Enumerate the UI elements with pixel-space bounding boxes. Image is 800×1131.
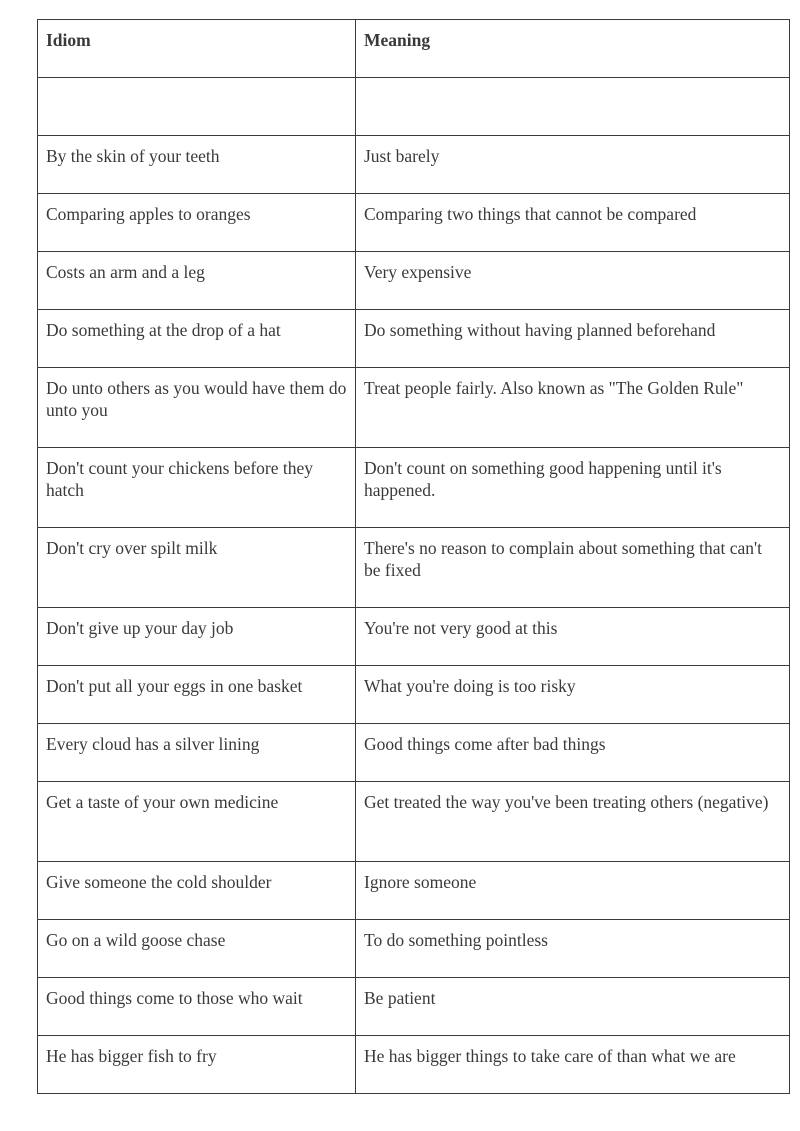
table-row: [38, 528, 790, 608]
idiom-cell: Every cloud has a silver lining: [38, 724, 356, 782]
idiom-cell: Don't count your chickens before they hatch: [38, 448, 356, 528]
meaning-cell: What you're doing is too risky: [356, 666, 790, 724]
table-row: [38, 1036, 790, 1094]
column-header-meaning: Meaning: [356, 20, 790, 78]
idiom-cell: Give someone the cold shoulder: [38, 862, 356, 920]
meaning-cell: Be patient: [356, 978, 790, 1036]
table-row: [38, 78, 790, 136]
meaning-cell: Good things come after bad things: [356, 724, 790, 782]
table-row: [38, 368, 790, 448]
meaning-cell: You're not very good at this: [356, 608, 790, 666]
meaning-cell: He has bigger things to take care of than what we are: [356, 1036, 790, 1094]
idiom-cell: Don't give up your day job: [38, 608, 356, 666]
meaning-cell: Do something without having planned beforehand: [356, 310, 790, 368]
idiom-cell: Comparing apples to oranges: [38, 194, 356, 252]
idiom-cell: Don't put all your eggs in one basket: [38, 666, 356, 724]
table-row: [38, 448, 790, 528]
table-row: [38, 724, 790, 782]
meaning-cell: [356, 78, 790, 136]
meaning-cell: Treat people fairly. Also known as "The Golden Rule": [356, 368, 790, 448]
idiom-cell: Don't cry over spilt milk: [38, 528, 356, 608]
meaning-cell: Comparing two things that cannot be compared: [356, 194, 790, 252]
column-header-idiom: Idiom: [38, 20, 356, 78]
table-row: [38, 608, 790, 666]
meaning-cell: To do something pointless: [356, 920, 790, 978]
table-row: [38, 978, 790, 1036]
idiom-cell: He has bigger fish to fry: [38, 1036, 356, 1094]
idiom-cell: Go on a wild goose chase: [38, 920, 356, 978]
idiom-cell: Costs an arm and a leg: [38, 252, 356, 310]
table-row: [38, 136, 790, 194]
idiom-cell: Do unto others as you would have them do unto you: [38, 368, 356, 448]
meaning-cell: Just barely: [356, 136, 790, 194]
table-row: [38, 862, 790, 920]
meaning-cell: There's no reason to complain about something that can't be fixed: [356, 528, 790, 608]
idiom-cell: Good things come to those who wait: [38, 978, 356, 1036]
table-row: [38, 920, 790, 978]
idiom-cell: [38, 78, 356, 136]
idioms-table: [37, 19, 790, 1094]
meaning-cell: Don't count on something good happening until it's happened.: [356, 448, 790, 528]
meaning-cell: Very expensive: [356, 252, 790, 310]
meaning-cell: Ignore someone: [356, 862, 790, 920]
idiom-cell: Get a taste of your own medicine: [38, 782, 356, 862]
table-row: [38, 194, 790, 252]
meaning-cell: Get treated the way you've been treating others (negative): [356, 782, 790, 862]
idiom-cell: Do something at the drop of a hat: [38, 310, 356, 368]
table-row: [38, 252, 790, 310]
table-header-row: [38, 20, 790, 78]
idiom-cell: By the skin of your teeth: [38, 136, 356, 194]
table-row: [38, 782, 790, 862]
table-row: [38, 310, 790, 368]
table-row: [38, 666, 790, 724]
